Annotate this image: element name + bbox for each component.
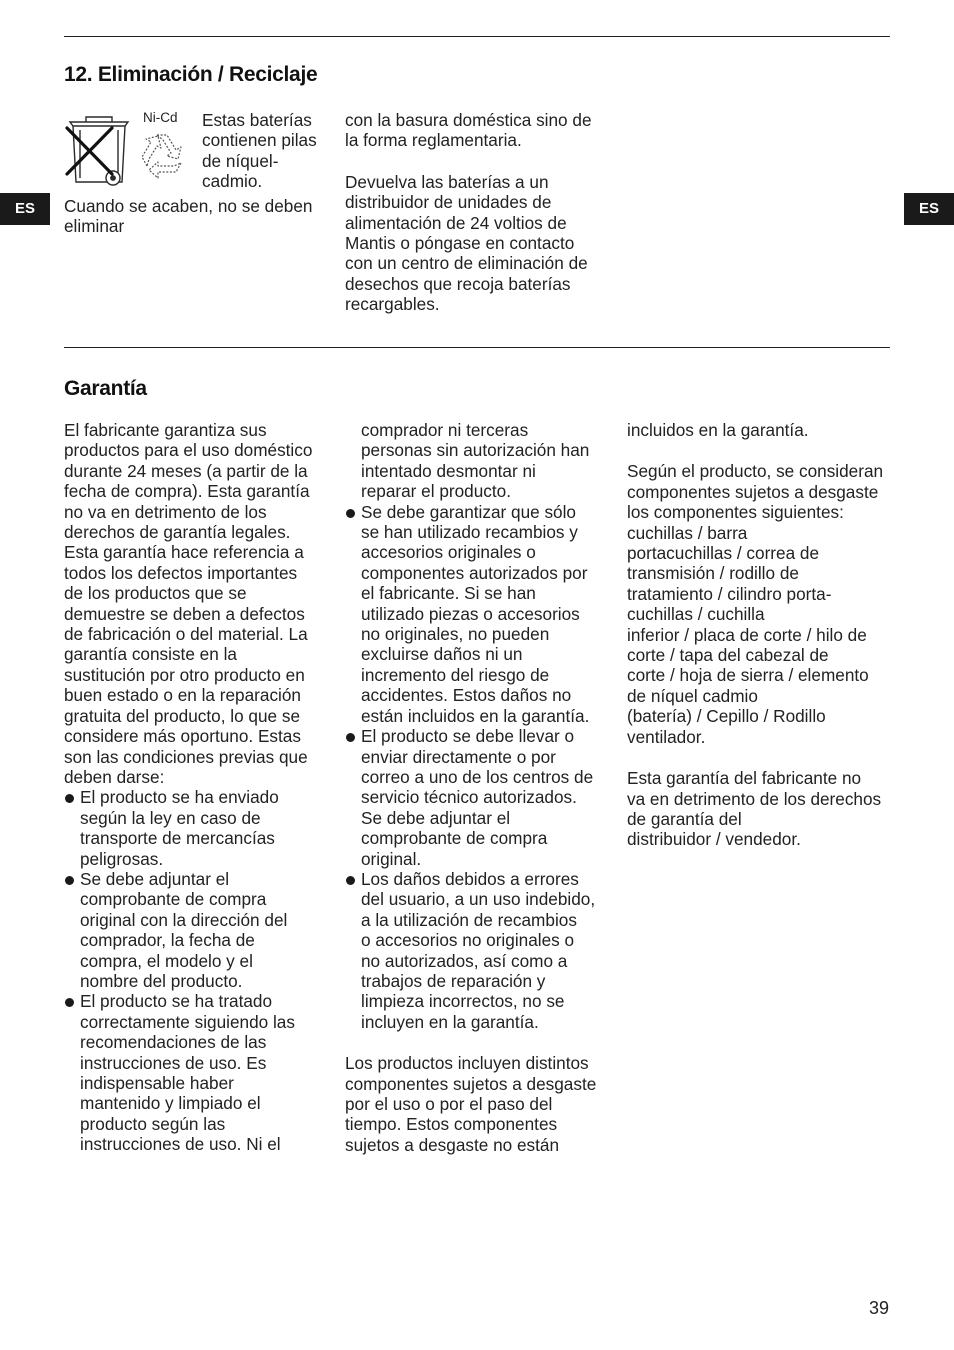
text-line: accesorios originales o [361, 542, 536, 563]
text-line: producto según las [80, 1113, 226, 1134]
text-line: Estas baterías [202, 110, 312, 130]
text-line: Cuando se acaben, no se deben [64, 196, 313, 216]
text-line: de níquel cadmio [627, 685, 758, 706]
text-line: se han utilizado recambios y [361, 522, 578, 543]
text-line: no originales, no pueden [361, 624, 550, 645]
text-line: cuchillas / cuchilla [627, 604, 765, 625]
recycle-icon [136, 128, 190, 182]
text-line: tiempo. Estos componentes [345, 1114, 558, 1135]
text-line: trabajos de reparación y [361, 970, 546, 991]
text-line: cadmio. [202, 171, 263, 192]
text-line: Esta garantía del fabricante no [627, 768, 862, 789]
text-line: transporte de mercancías [80, 828, 275, 849]
text-line: sustitución por otro producto en [64, 664, 305, 685]
text-line: Mantis o póngase en contacto [345, 233, 575, 254]
text-line: El fabricante garantiza sus [64, 420, 267, 440]
text-line: original. [361, 848, 422, 869]
language-tab-left: ES [0, 193, 50, 225]
text-line: incluidos en la garantía. [627, 420, 809, 440]
ni-cd-label: Ni-Cd [143, 110, 178, 125]
text-line: instrucciones de uso. Es [80, 1052, 267, 1073]
text-line: original con la dirección del [80, 909, 288, 930]
text-line: desechos que recoja baterías [345, 273, 571, 294]
text-line: tratamiento / cilindro porta- [627, 583, 832, 604]
text-line: deben darse: [64, 766, 165, 787]
text-line: garantía consiste en la [64, 644, 237, 665]
text-line: Se debe garantizar que sólo [361, 501, 576, 522]
text-line: Los daños debidos a errores [361, 868, 579, 889]
text-line: son las condiciones previas que [64, 746, 308, 767]
text-line: del usuario, a un uso indebido, [361, 889, 596, 910]
text-line: incremento del riesgo de [361, 664, 550, 685]
page-number: 39 [868, 1298, 889, 1318]
text-line: cuchillas / barra [627, 522, 748, 543]
text-line: limpieza incorrectos, no se [361, 991, 565, 1012]
text-line: accidentes. Estos daños no [361, 685, 572, 706]
text-line: de los productos que se [64, 583, 247, 604]
text-line: alimentación de 24 voltios de [345, 212, 567, 233]
text-line: correctamente siguiendo las [80, 1011, 295, 1032]
warranty-column-1 [64, 420, 329, 1155]
text-line: gratuita del producto, lo que se [64, 705, 301, 726]
text-line: a la utilización de recambios [361, 909, 577, 930]
text-line: portacuchillas / correa de [627, 543, 820, 564]
disposal-text-below-icon [64, 196, 342, 237]
text-line: fecha de compra). Esta garantía [64, 481, 310, 502]
text-line: va en detrimento de los derechos [627, 788, 882, 809]
text-line: componentes sujetos a desgaste [627, 481, 879, 502]
text-line: peligrosas. [80, 848, 164, 869]
text-line: de fabricación o del material. La [64, 624, 308, 645]
disposal-column-2 [345, 110, 615, 315]
text-line: excluirse daños ni un [361, 644, 523, 665]
text-line: inferior / placa de corte / hilo de [627, 624, 867, 645]
warranty-column-3 [627, 420, 897, 850]
text-line: mantenido y limpiado el [80, 1093, 261, 1114]
text-line: recomendaciones de las [80, 1032, 267, 1053]
text-line: reparar el producto. [361, 481, 511, 502]
text-line: con un centro de eliminación de [345, 253, 588, 274]
warranty-heading: Garantía [64, 377, 147, 400]
text-line: comprobante de compra [80, 889, 267, 910]
bullet-item [64, 787, 329, 869]
text-line: no autorizados, así como a [361, 950, 568, 971]
bullet-item [345, 502, 615, 726]
text-line: corte / hoja de sierra / elemento [627, 665, 869, 686]
disposal-text-beside-icon [202, 110, 342, 192]
text-line: incluyen en la garantía. [361, 1011, 539, 1032]
text-line: enviar directamente o por [361, 746, 556, 767]
text-line: intentado desmontar ni [361, 460, 536, 481]
text-line: los componentes siguientes: [627, 502, 844, 523]
text-line: distribuidor de unidades de [345, 192, 552, 213]
text-line: con la basura doméstica sino de [345, 110, 592, 130]
text-line: están incluidos en la garantía. [361, 705, 590, 726]
bullet-item [64, 869, 329, 991]
text-line: ventilador. [627, 726, 706, 747]
bullet-item [345, 726, 615, 869]
text-line: la forma reglamentaria. [345, 130, 522, 151]
text-line: corte / tapa del cabezal de [627, 645, 829, 666]
text-line: El producto se ha tratado [80, 991, 273, 1012]
text-line: sujetos a desgaste no están [345, 1134, 560, 1155]
text-line: productos para el uso doméstico [64, 440, 313, 461]
text-line: indispensable haber [80, 1073, 234, 1093]
text-line: (batería) / Cepillo / Rodillo [627, 706, 826, 727]
text-line: personas sin autorización han [361, 440, 590, 461]
section-divider [64, 347, 890, 348]
text-line: distribuidor / vendedor. [627, 829, 801, 850]
text-line: comprador ni terceras [361, 420, 529, 440]
text-line: El producto se ha enviado [80, 787, 279, 808]
text-line: eliminar [64, 216, 125, 237]
top-rule [64, 36, 890, 37]
text-line: durante 24 meses (a partir de la [64, 460, 308, 481]
text-line: compra, el modelo y el [80, 950, 253, 971]
text-line: todos los defectos importantes [64, 562, 298, 583]
text-line: Se debe adjuntar el [80, 868, 230, 889]
text-line: derechos de garantía legales. [64, 522, 291, 543]
text-line: demuestre se deben a defectos [64, 603, 305, 624]
warranty-column-2 [345, 420, 615, 1155]
text-line: comprador, la fecha de [80, 930, 255, 951]
disposal-heading: 12. Eliminación / Reciclaje [64, 63, 318, 86]
text-line: por el uso o por el paso del [345, 1094, 553, 1114]
text-line: servicio técnico autorizados. [361, 787, 577, 808]
text-line: Se debe adjuntar el [361, 807, 511, 828]
text-line: o accesorios no originales o [361, 930, 575, 951]
bullet-item [345, 869, 615, 1032]
text-line: nombre del producto. [80, 970, 243, 991]
text-line: no va en detrimento de los [64, 501, 267, 522]
language-tab-right: ES [904, 193, 954, 225]
continuation-block [345, 420, 615, 502]
text-line: Esta garantía hace referencia a [64, 542, 304, 563]
text-line: de garantía del [627, 808, 742, 829]
text-line: buen estado o en la reparación [64, 685, 301, 706]
text-line: Los productos incluyen distintos [345, 1053, 589, 1074]
text-line: Devuelva las baterías a un [345, 171, 549, 192]
crossed-out-bin-icon [64, 110, 132, 190]
text-line: instrucciones de uso. Ni el [80, 1134, 281, 1155]
text-line: El producto se debe llevar o [361, 726, 575, 747]
text-line: componentes sujetos a desgaste [345, 1073, 597, 1094]
text-line: recargables. [345, 294, 440, 315]
text-line: utilizado piezas o accesorios [361, 603, 580, 624]
text-line: correo a uno de los centros de [361, 766, 594, 787]
text-line: comprobante de compra [361, 828, 548, 849]
text-line: Según el producto, se consideran [627, 461, 884, 482]
text-line: el fabricante. Si se han [361, 583, 536, 604]
bullet-item [64, 991, 329, 1154]
text-line: de níquel- [202, 150, 279, 171]
text-line: transmisión / rodillo de [627, 563, 799, 584]
text-line: contienen pilas [202, 130, 317, 151]
text-line: componentes autorizados por [361, 562, 588, 583]
text-line: considere más oportuno. Estas [64, 726, 301, 747]
text-line: según la ley en caso de [80, 807, 261, 828]
